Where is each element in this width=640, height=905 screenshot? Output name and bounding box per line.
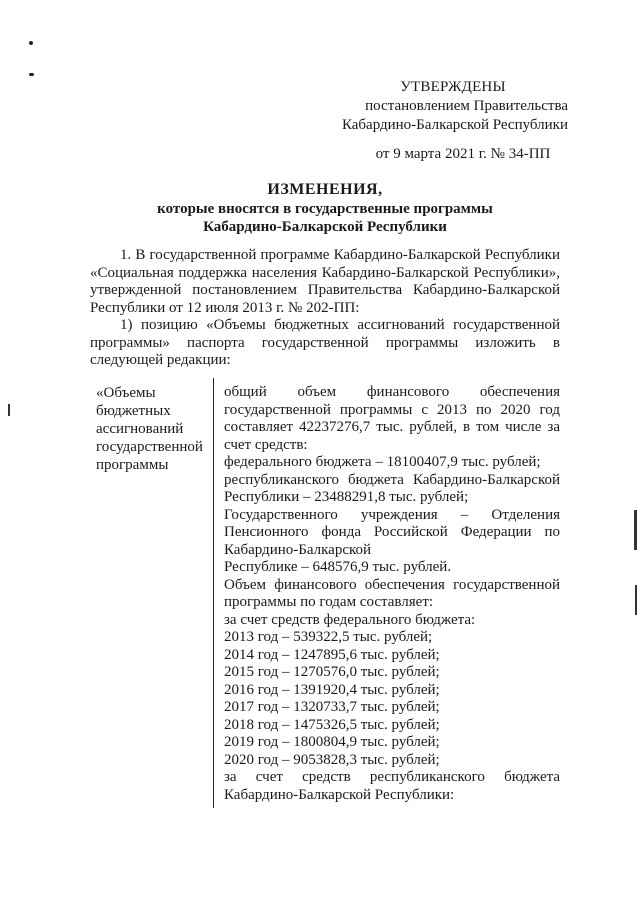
approval-line: постановлением Правительства xyxy=(365,98,568,114)
label-line: программы xyxy=(96,457,169,473)
republic-funding: республиканского бюджета Кабардино-Балкарской Республики – 23488291,8 тыс. рублей; xyxy=(224,471,560,505)
year-row: 2015 год – 1270576,0 тыс. рублей; xyxy=(224,664,440,680)
funding-by-years: Объем финансового обеспечения государственной программы по годам составляет: xyxy=(224,576,560,610)
republic-header: за счет средств республиканского бюджета Кабардино-Балкарской Республики: xyxy=(224,769,560,803)
year-row: 2020 год – 9053828,3 тыс. рублей; xyxy=(224,751,440,768)
passport-label-cell xyxy=(88,378,214,808)
scan-edge-mark xyxy=(8,404,10,416)
year-row: 2013 год – 539322,5 тыс. рублей; xyxy=(224,629,433,645)
paragraph: 1. В государственной программе Кабардино-Балкарской Республики «Социальная поддержка населения Кабардино-Балкарской Республики», утвержденной постановлением Правительства Кабардино-Балкарской Республики от 12 июля 2013 г. № 202-ПП: xyxy=(90,247,560,316)
body-text xyxy=(90,247,560,370)
label-line: ассигнований xyxy=(96,421,184,437)
federal-header: за счет средств федерального бюджета: xyxy=(224,611,476,628)
label-line: государственной xyxy=(96,439,203,455)
passport-value-cell xyxy=(224,384,560,804)
year-row: 2016 год – 1391920,4 тыс. рублей; xyxy=(224,681,440,698)
approval-stamp xyxy=(318,78,568,164)
pension-fund-funding: Государственного учреждения – Отделения Пенсионного фонда Российской Федерации по Кабардино-Балкарской xyxy=(224,506,560,558)
federal-funding: федерального бюджета – 18100407,9 тыс. рублей; xyxy=(224,454,541,470)
scan-dot-mark xyxy=(29,73,34,76)
year-row: 2019 год – 1800804,9 тыс. рублей; xyxy=(224,734,440,750)
label-line: бюджетных xyxy=(96,403,171,419)
label-line: «Объемы xyxy=(96,385,156,401)
scan-edge-mark xyxy=(635,585,637,615)
heading-subtitle: которые вносятся в государственные программы xyxy=(157,201,493,217)
year-row: 2014 год – 1247895,6 тыс. рублей; xyxy=(224,646,440,663)
total-funding: общий объем финансового обеспечения государственной программы с 2013 по 2020 год составляет 42237276,7 тыс. рублей, в том числе за счет средств: xyxy=(224,384,560,453)
paragraph: 1) позицию «Объемы бюджетных ассигнований государственной программы» паспорта государственной программы изложить в следующей редакции: xyxy=(90,317,560,368)
document-heading xyxy=(90,180,560,236)
approval-title: УТВЕРЖДЕНЫ xyxy=(400,79,506,95)
approval-date: от 9 марта 2021 г. № 34-ПП xyxy=(375,146,551,162)
approval-line: Кабардино-Балкарской Республики xyxy=(341,117,568,133)
scan-dot-mark xyxy=(29,41,33,45)
heading-title: ИЗМЕНЕНИЯ, xyxy=(267,181,383,198)
year-row: 2018 год – 1475326,5 тыс. рублей; xyxy=(224,716,440,733)
pension-fund-funding-tail: Республике – 648576,9 тыс. рублей. xyxy=(224,559,452,575)
scan-edge-mark xyxy=(634,510,637,550)
passport-table xyxy=(88,378,562,808)
year-row: 2017 год – 1320733,7 тыс. рублей; xyxy=(224,699,440,715)
heading-subtitle: Кабардино-Балкарской Республики xyxy=(203,219,447,235)
